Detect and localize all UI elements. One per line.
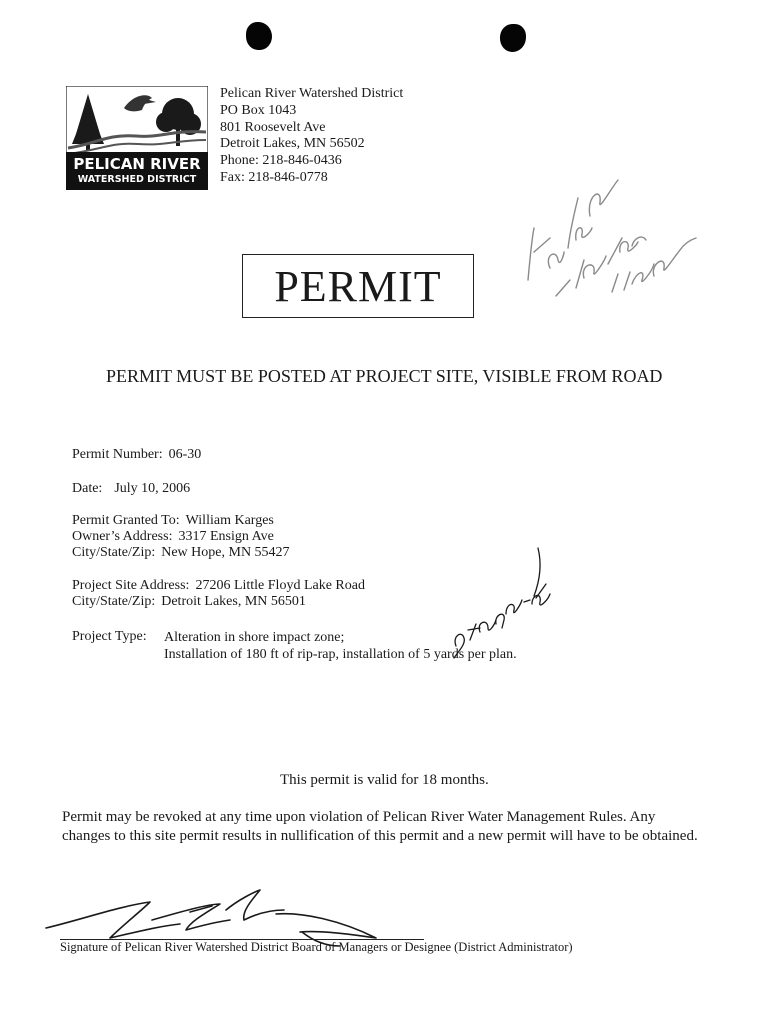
granted-to-field bbox=[72, 513, 274, 529]
granted-to-label: Permit Granted To: bbox=[72, 513, 180, 528]
project-type-line-1: Alteration in shore impact zone; bbox=[164, 630, 345, 645]
project-type-label: Project Type: bbox=[72, 629, 147, 644]
owner-address-label: Owner’s Address: bbox=[72, 529, 173, 544]
owner-address-field bbox=[72, 529, 274, 545]
site-city-value: Detroit Lakes, MN 56501 bbox=[161, 594, 306, 609]
permit-title: PERMIT bbox=[242, 254, 474, 318]
date-label: Date: bbox=[72, 481, 103, 496]
handwritten-mailed-note bbox=[520, 168, 700, 308]
revocation-notice: Permit may be revoked at any time upon violation of Pelican River Water Management Rules. Any changes to this site permit results in nullification of this permit and a new permit will have to be obtained. bbox=[62, 809, 698, 844]
letterhead bbox=[220, 86, 403, 187]
organization-name: Pelican River Watershed District bbox=[220, 86, 404, 101]
owner-city-value: New Hope, MN 55427 bbox=[161, 545, 290, 560]
phone-number: Phone: 218-846-0436 bbox=[220, 153, 342, 169]
site-address-value: 27206 Little Floyd Lake Road bbox=[195, 578, 365, 593]
site-city-label: City/State/Zip: bbox=[72, 594, 156, 609]
posting-notice: PERMIT MUST BE POSTED AT PROJECT SITE, VISIBLE FROM ROAD bbox=[106, 366, 663, 386]
granted-to-value: William Karges bbox=[185, 513, 274, 528]
date-value: July 10, 2006 bbox=[114, 481, 191, 496]
permit-number-value: 06-30 bbox=[168, 447, 202, 462]
project-type-line-2: Installation of 180 ft of rip-rap, installation of 5 yards per plan. bbox=[164, 647, 517, 662]
site-address-label: Project Site Address: bbox=[72, 578, 190, 593]
punch-hole-right bbox=[500, 24, 526, 52]
site-address-field bbox=[72, 578, 365, 594]
city-state-zip: Detroit Lakes, MN 56502 bbox=[220, 136, 365, 152]
pelican-river-logo bbox=[66, 86, 208, 190]
po-box: PO Box 1043 bbox=[220, 102, 297, 118]
street-address: 801 Roosevelt Ave bbox=[220, 119, 326, 135]
logo-name-text: PELICAN RIVER bbox=[73, 155, 201, 173]
date-field bbox=[72, 481, 190, 497]
punch-hole-left bbox=[246, 22, 272, 50]
site-city-field bbox=[72, 594, 306, 610]
owner-city-label: City/State/Zip: bbox=[72, 545, 156, 560]
validity-statement: This permit is valid for 18 months. bbox=[280, 772, 489, 788]
permit-number-field bbox=[72, 447, 201, 463]
logo-subtitle-text: WATERSHED DISTRICT bbox=[77, 174, 197, 185]
handwritten-margin-note bbox=[450, 544, 560, 664]
owner-address-value: 3317 Ensign Ave bbox=[178, 529, 274, 544]
signature-caption: Signature of Pelican River Watershed District Board of Managers or Designee (District Administrator) bbox=[60, 940, 573, 954]
permit-number-label: Permit Number: bbox=[72, 447, 163, 462]
owner-city-field bbox=[72, 545, 290, 561]
fax-number: Fax: 218-846-0778 bbox=[220, 169, 328, 185]
